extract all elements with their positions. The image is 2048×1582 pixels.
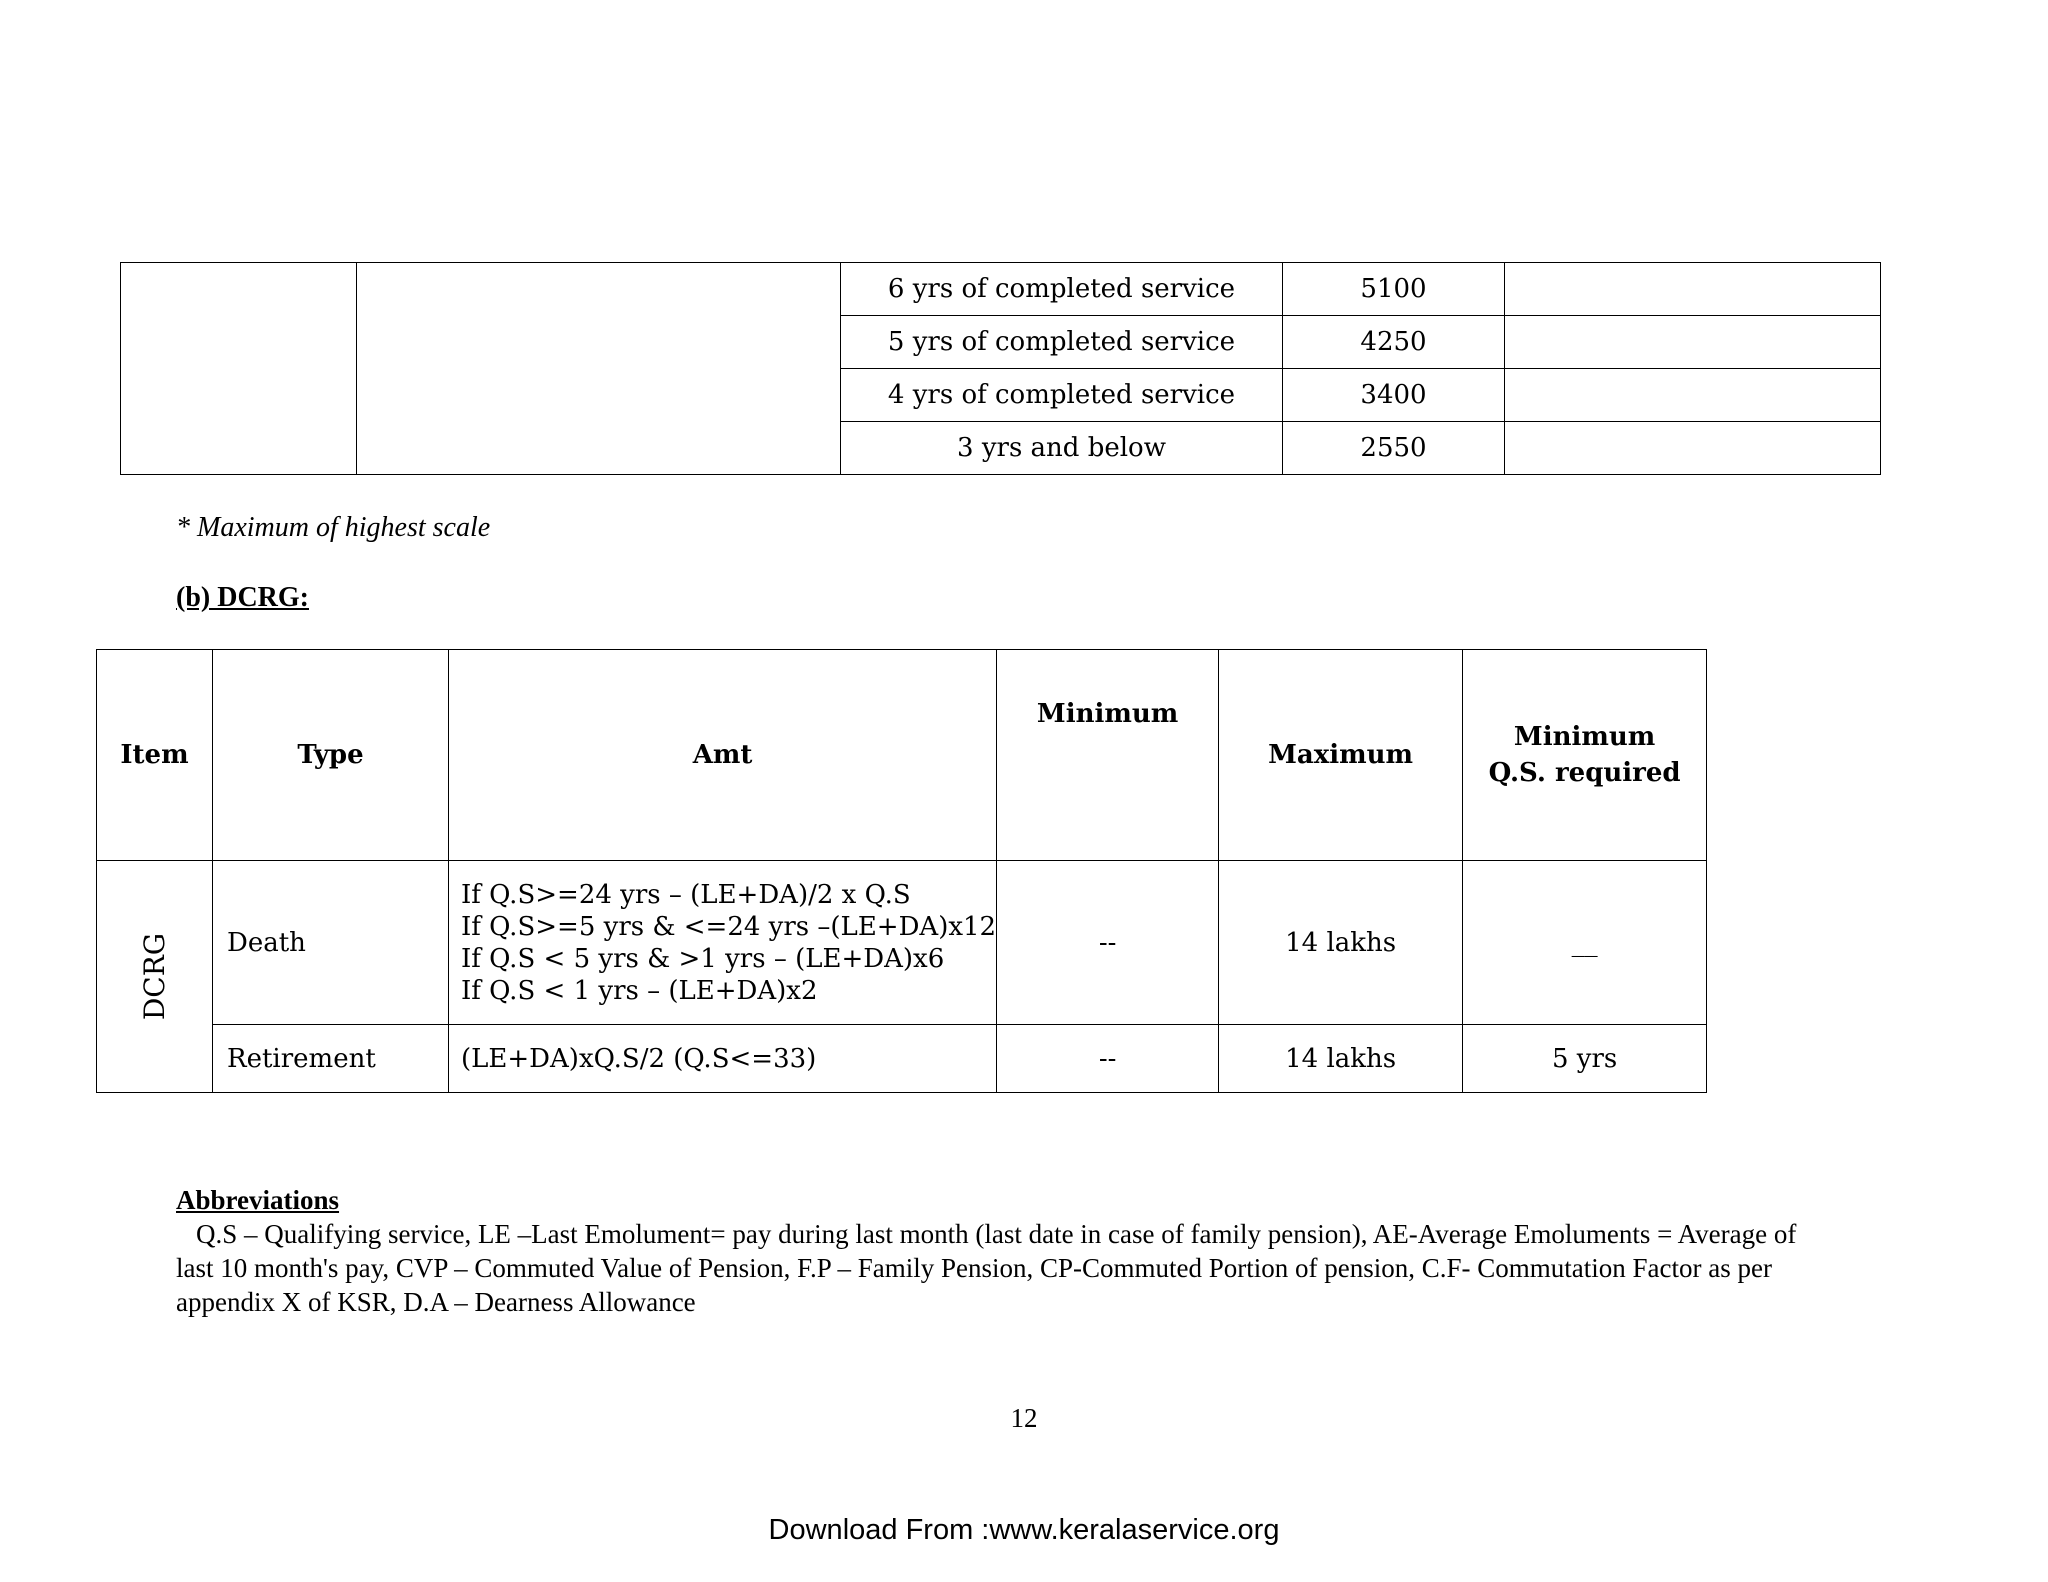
amount-cell: 4250 (1283, 316, 1505, 369)
header-minimum (997, 650, 1219, 861)
minimum-cell: -- (997, 1025, 1219, 1093)
item-label-rotated: DCRG (137, 932, 171, 1021)
type-label: Retirement (227, 1043, 376, 1074)
maximum-cell: 14 lakhs (1219, 861, 1463, 1025)
header-minimum-label: Minimum (1036, 699, 1179, 729)
min-qs-cell: __ (1463, 861, 1707, 1025)
service-cell: 4 yrs of completed service (841, 369, 1283, 422)
amount-cell: 3400 (1283, 369, 1505, 422)
header-item: Item (97, 650, 213, 861)
empty-cell (121, 263, 357, 475)
table-footnote: * Maximum of highest scale (176, 512, 491, 543)
empty-cell (1505, 369, 1881, 422)
download-footer: Download From :www.keralaservice.org (768, 1514, 1280, 1546)
empty-cell (357, 263, 841, 475)
pension-continuation-table (120, 262, 1881, 475)
table-row (97, 861, 1707, 1025)
amt-line: If Q.S>=24 yrs – (LE+DA)/2 x Q.S (461, 879, 911, 910)
amt-line: If Q.S>=5 yrs & <=24 yrs –(LE+DA)x12 (461, 911, 997, 942)
header-min-qs (1463, 650, 1707, 861)
amt-text: (LE+DA)xQ.S/2 (Q.S<=33) (461, 1043, 817, 1074)
amt-line: If Q.S < 1 yrs – (LE+DA)x2 (461, 975, 818, 1006)
item-cell (97, 861, 213, 1093)
amt-line: If Q.S < 5 yrs & >1 yrs – (LE+DA)x6 (461, 943, 945, 974)
page-number: 12 (1010, 1403, 1038, 1433)
amt-cell (449, 1025, 997, 1093)
maximum-cell: 14 lakhs (1219, 1025, 1463, 1093)
service-cell: 6 yrs of completed service (841, 263, 1283, 316)
abbreviations-text: Q.S – Qualifying service, LE –Last Emolument= pay during last month (last date in case of family pension), AE-Average Emoluments = Average of last 10 month's pay, CVP – Commuted Value of Pension, F.P – Family Pension, CP-Commuted Portion of pension, C.F- Commutation Factor as per appendix X of KSR, D.A – Dearness Allowance (176, 1219, 1797, 1317)
section-heading: (b) DCRG: (176, 582, 309, 613)
header-min-qs-label: Minimum Q.S. required (1488, 722, 1681, 788)
table-row (97, 1025, 1707, 1093)
dcrg-table (96, 649, 1707, 1093)
service-cell: 3 yrs and below (841, 422, 1283, 475)
min-qs-cell: 5 yrs (1463, 1025, 1707, 1093)
abbreviations-title: Abbreviations (176, 1185, 340, 1215)
header-type: Type (213, 650, 449, 861)
minimum-cell: -- (997, 861, 1219, 1025)
table-row (121, 263, 1881, 316)
amount-cell: 2550 (1283, 422, 1505, 475)
amount-cell: 5100 (1283, 263, 1505, 316)
abbreviations-block (176, 1183, 1836, 1319)
service-cell: 5 yrs of completed service (841, 316, 1283, 369)
empty-cell (1505, 263, 1881, 316)
empty-cell (1505, 422, 1881, 475)
header-maximum: Maximum (1219, 650, 1463, 861)
type-cell (213, 1025, 449, 1093)
amt-cell (449, 861, 997, 1025)
empty-cell (1505, 316, 1881, 369)
type-label: Death (227, 927, 306, 958)
header-amt: Amt (449, 650, 997, 861)
type-cell (213, 861, 449, 1025)
table-header-row (97, 650, 1707, 861)
